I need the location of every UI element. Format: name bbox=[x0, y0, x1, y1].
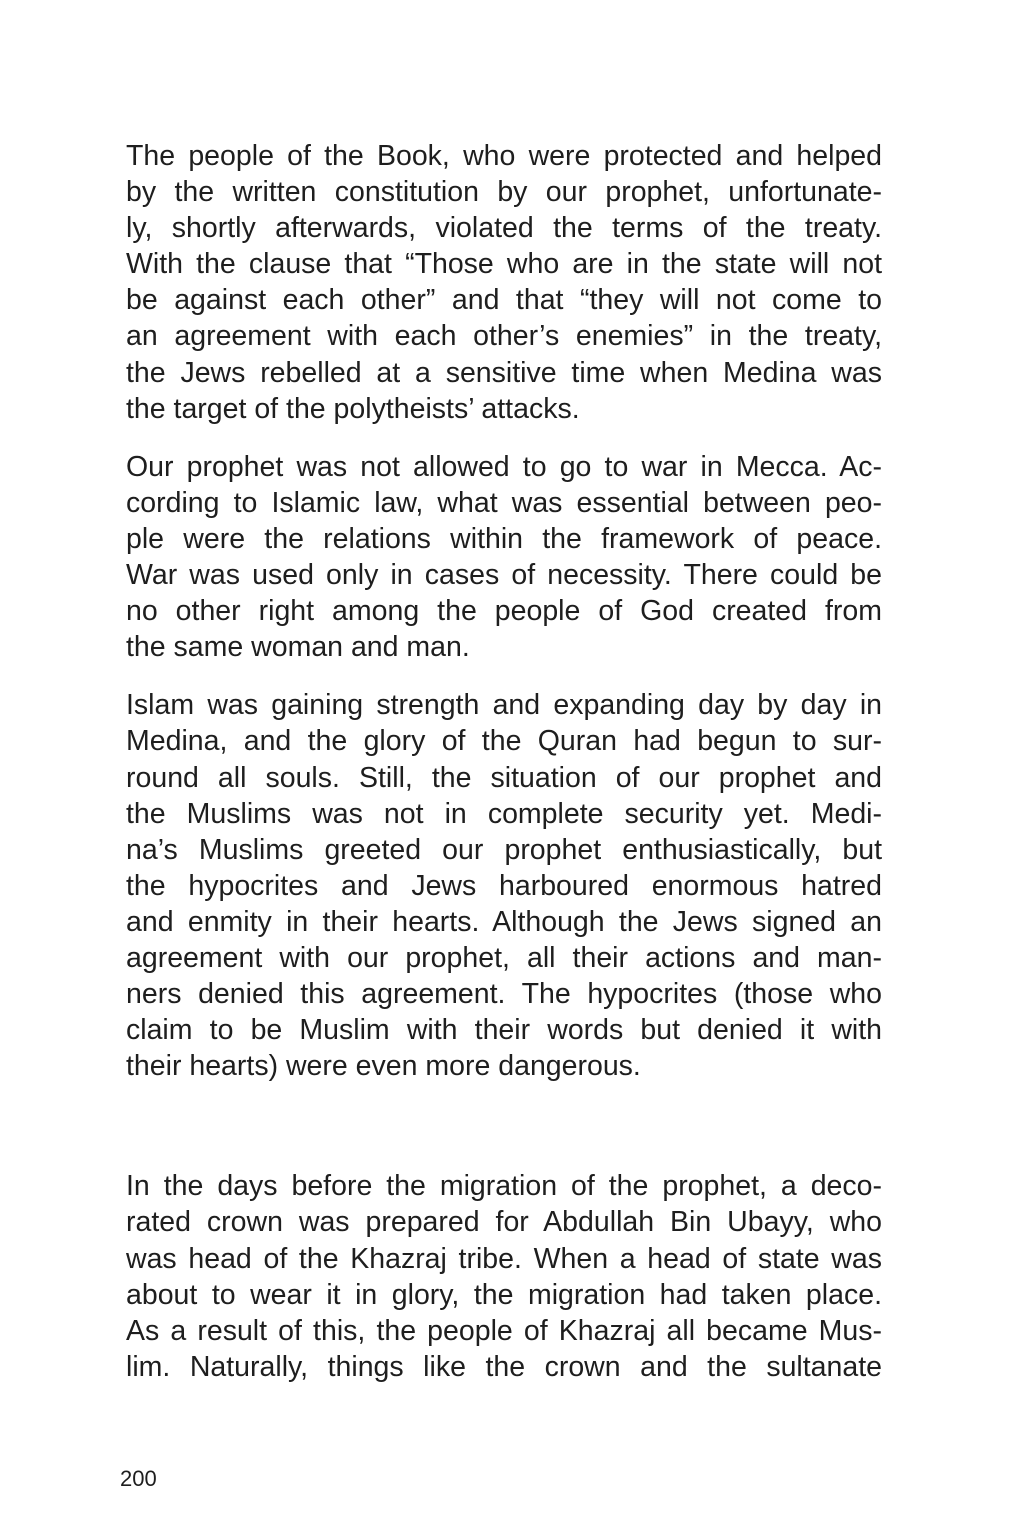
text-line: ners denied this agreement. The hypocrites (those who bbox=[126, 978, 882, 1011]
text-line: Islam was gaining strength and expanding day by day in bbox=[126, 689, 882, 722]
text-line: the Muslims was not in complete security yet. Medi- bbox=[126, 797, 882, 830]
text-line: the hypocrites and Jews harboured enormous hatred bbox=[126, 869, 882, 902]
paragraph-islam-in-medina bbox=[126, 687, 882, 1084]
text-line: Our prophet was not allowed to go to war in Mecca. Ac- bbox=[126, 450, 882, 483]
text-line: cording to Islamic law, what was essential between peo- bbox=[126, 486, 882, 519]
page-number: 200 bbox=[120, 1466, 157, 1491]
text-line: In the days before the migration of the prophet, a deco- bbox=[126, 1170, 882, 1203]
text-line: agreement with our prophet, all their actions and man- bbox=[126, 941, 882, 974]
text-line: The people of the Book, who were protected and helped bbox=[126, 140, 882, 172]
page-body bbox=[126, 138, 882, 1385]
text-line: With the clause that “Those who are in the state will not bbox=[126, 248, 882, 281]
text-line: claim to be Muslim with their words but denied it with bbox=[126, 1014, 882, 1047]
text-line: was head of the Khazraj tribe. When a head of state was bbox=[126, 1242, 882, 1275]
text-line: and enmity in their hearts. Although the Jews signed an bbox=[126, 905, 882, 938]
text-line: ly, shortly afterwards, violated the terms of the treaty. bbox=[126, 212, 882, 245]
text-line: the target of the polytheists’ attacks. bbox=[126, 392, 580, 425]
text-line: rated crown was prepared for Abdullah Bin Ubayy, who bbox=[126, 1206, 882, 1239]
text-line: Medina, and the glory of the Quran had begun to sur- bbox=[126, 725, 882, 758]
text-line: their hearts) were even more dangerous. bbox=[126, 1050, 641, 1083]
text-line: the Jews rebelled at a sensitive time when Medina was bbox=[126, 356, 882, 389]
text-line: lim. Naturally, things like the crown and the sultanate bbox=[126, 1350, 882, 1383]
text-line: about to wear it in glory, the migration had taken place. bbox=[126, 1278, 882, 1311]
text-line: round all souls. Still, the situation of our prophet and bbox=[126, 761, 882, 794]
text-line: ple were the relations within the framework of peace. bbox=[126, 522, 882, 555]
text-line: no other right among the people of God created from bbox=[126, 595, 882, 628]
text-line: by the written constitution by our prophet, unfortunate- bbox=[126, 176, 882, 209]
paragraph-treaty-violation bbox=[126, 138, 882, 427]
text-line: the same woman and man. bbox=[126, 631, 470, 664]
paragraph-abdullah-bin-ubayy bbox=[126, 1168, 882, 1385]
paragraph-war-in-mecca bbox=[126, 449, 882, 666]
text-line: War was used only in cases of necessity. There could be bbox=[126, 559, 882, 592]
text-line: an agreement with each other’s enemies” in the treaty, bbox=[126, 320, 882, 353]
text-line: be against each other” and that “they will not come to bbox=[126, 284, 882, 317]
text-line: na’s Muslims greeted our prophet enthusiastically, but bbox=[126, 833, 882, 866]
text-line: As a result of this, the people of Khazraj all became Mus- bbox=[126, 1314, 882, 1347]
